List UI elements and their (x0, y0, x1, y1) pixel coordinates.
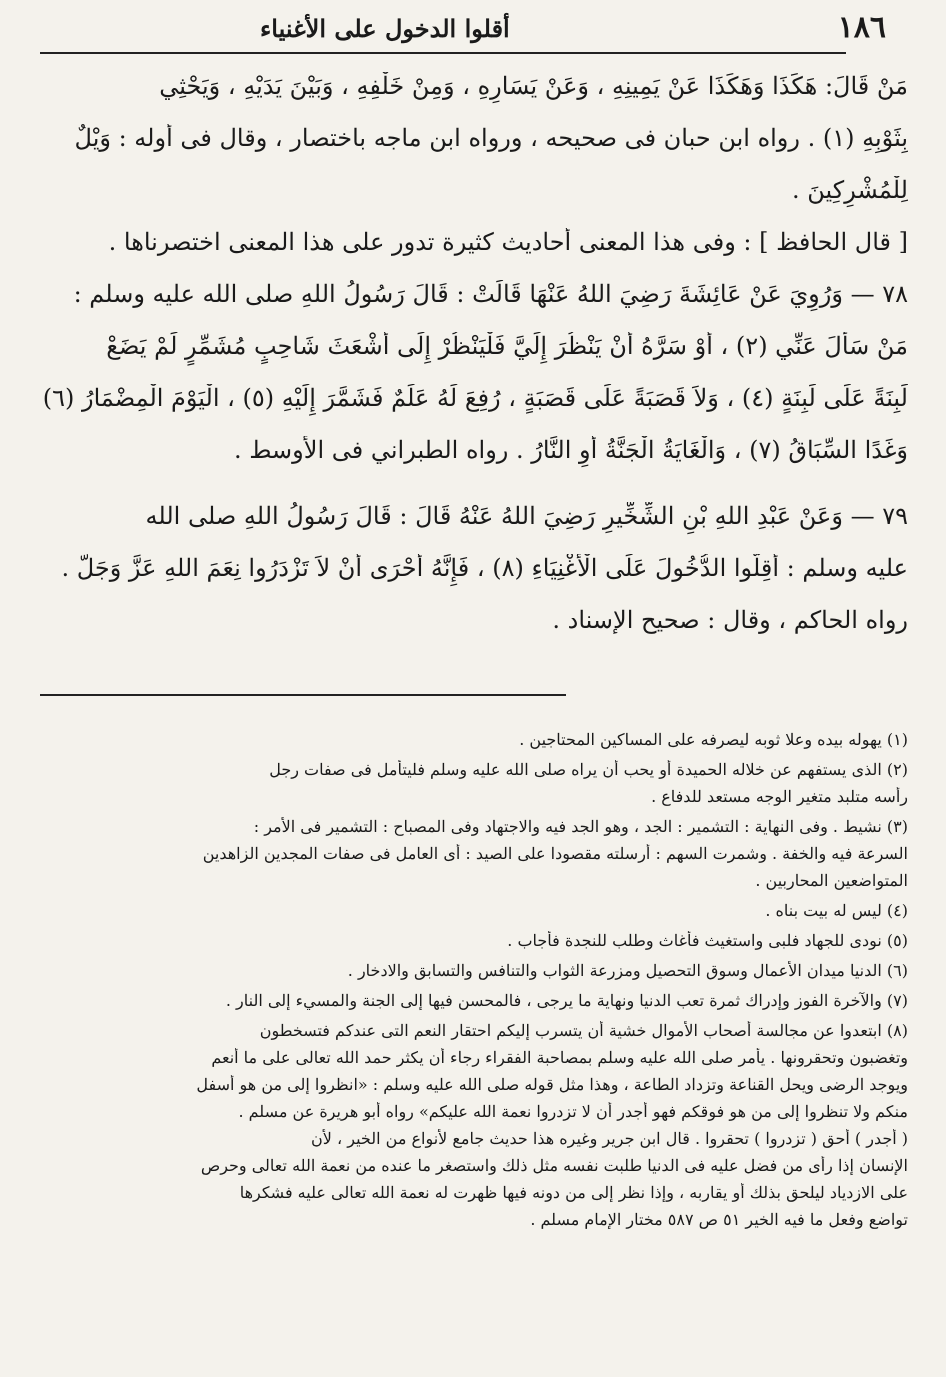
main-text (40, 72, 908, 658)
hadith-79-line: ٧٩ — وَعَنْ عَبْدِ اللهِ بْنِ الشِّخِّيرِ رَضِيَ اللهُ عَنْهُ قَالَ : قَالَ رَسُولُ اللهِ صلى الله (145, 502, 908, 530)
text-line: لِلْمُشْرِكِينَ . (792, 176, 908, 204)
footnote-line: (٧) والآخرة الفوز وإدراك ثمرة تعب الدنيا ونهاية ما يرجى ، فالمحسن فيها إلى الجنة والمسيء إلى النار . (225, 991, 908, 1010)
footnote-line: ( أجدر ) أحق ( تزدروا ) تحقروا . قال ابن جرير وغيره هذا حديث جامع لأنواع من الخير ، لأن (311, 1129, 908, 1148)
text-line: مَنْ سَأَلَ عَنِّي (٢) ، أَوْ سَرَّهُ أَنْ يَنْظُرَ إِلَيَّ فَلْيَنْظُرْ إِلَى أَشْعَثَ شَاحِبٍ مُشَمِّرٍ لَمْ يَضَعْ (106, 332, 908, 360)
footnote-line: (٢) الذى يستفهم عن خلاله الحميدة أو يحب أن يراه صلى الله عليه وسلم فليتأمل فى صفات رجل (269, 760, 908, 779)
text-line: لَبِنَةً عَلَى لَبِنَةٍ (٤) ، وَلاَ قَصَبَةً عَلَى قَصَبَةٍ ، رُفِعَ لَهُ عَلَمٌ فَشَمَّرَ إِلَيْهِ (٥) ، الْيَوْمَ الْمِضْمَارُ (٦) (42, 384, 908, 412)
text-line: بِثَوْبِهِ (١) . رواه ابن حبان فى صحيحه ، ورواه ابن ماجه باختصار ، وقال فى أوله : وَيْلٌ (74, 124, 908, 152)
hafiz-note-line: [ قال الحافظ ] : وفى هذا المعنى أحاديث كثيرة تدور على هذا المعنى اختصرناها . (108, 228, 908, 256)
footnote-line: ويوجد الرضى ويحل القناعة وتزداد الطاعة ، وهذا مثل قوله صلى الله عليه وسلم : «انظروا إلى من هو أسفل (196, 1075, 908, 1094)
text-line: رواه الحاكم ، وقال : صحيح الإسناد . (552, 606, 908, 634)
text-line: وَغَدًا السِّبَاقُ (٧) ، وَالْغَايَةُ الْجَنَّةُ أَوِ النَّارُ . رواه الطبراني فى الأوسط . (234, 436, 908, 464)
footnote-line: (٤) ليس له بيت بناه . (765, 901, 908, 920)
footnote-divider (40, 694, 566, 696)
footnote-line: على الازدياد ليلحق بذلك أو يقاربه ، وإذا نظر إلى من دونه فيها ظهرت له نعمة الله تعالى عليه فشكرها (239, 1183, 908, 1202)
text-line: مَنْ قَالَ: هَكَذَا وَهَكَذَا عَنْ يَمِينِهِ ، وَعَنْ يَسَارِهِ ، وَمِنْ خَلْفِهِ ، وَبَيْنَ يَدَيْهِ ، وَيَحْثِي (159, 72, 908, 100)
footnote-line: رأسه متلبد متغير الوجه مستعد للدفاع . (651, 787, 908, 806)
footnote-line: (٥) نودى للجهاد فلبى واستغيث فأغاث وطلب للنجدة فأجاب . (507, 931, 908, 950)
footnote-line: السرعة فيه والخفة . وشمرت السهم : أرسلته مقصودا على الصيد : أى العامل فى صفات المجدين الزاهدين (202, 844, 908, 863)
page-number: ١٨٦ (837, 10, 886, 45)
hadith-78-line: ٧٨ — وَرُوِيَ عَنْ عَائِشَةَ رَضِيَ اللهُ عَنْهَا قَالَتْ : قَالَ رَسُولُ اللهِ صلى الله عليه وسلم : (73, 280, 908, 308)
footnote-line: المتواضعين المحاربين . (755, 871, 908, 890)
footnote-line: (١) يهوله بيده وعلا ثوبه ليصرفه على المساكين المحتاجين . (519, 730, 908, 749)
footnote-line: منكم ولا تنظروا إلى من هو فوقكم فهو أجدر أن لا تزدروا نعمة الله عليكم» رواه أبو هريرة عن مسلم . (238, 1102, 908, 1121)
footnote-line: (٨) ابتعدوا عن مجالسة أصحاب الأموال خشية أن يتسرب إليكم احتقار النعم التى عندكم فتسخطون (259, 1021, 908, 1040)
footnote-line: (٣) نشيط . وفى النهاية : التشمير : الجد ، وهو الجد فيه والاجتهاد وفى المصباح : التشمير فى الأمر : (253, 817, 908, 836)
footnote-line: وتغضبون وتحقرونها . يأمر صلى الله عليه وسلم بمصاحبة الفقراء رجاء أن يكثر حمد الله تعالى على ما أنعم (211, 1048, 908, 1067)
page-header (40, 4, 886, 54)
running-title: أقلوا الدخول على الأغنياء (260, 14, 510, 43)
footnote-line: تواضع وفعل ما فيه الخير ٥١ ص ٥٨٧ مختار الإمام مسلم . (530, 1210, 908, 1229)
footnotes (40, 730, 908, 1237)
text-line: عليه وسلم : أَقِلُّوا الدُّخُولَ عَلَى الْأَغْنِيَاءِ (٨) ، فَإِنَّهُ أَحْرَى أَنْ لاَ تَزْدَرُوا نِعَمَ اللهِ عَزَّ وَجَلَّ . (61, 554, 908, 582)
footnote-line: (٦) الدنيا ميدان الأعمال وسوق التحصيل ومزرعة الثواب والتنافس والتسابق والادخار . (347, 961, 908, 980)
footnote-line: الإنسان إذا رأى من فضل عليه فى الدنيا طلبت نفسه مثل ذلك واستصغر ما عنده من نعمة الله تعالى وحرص (200, 1156, 908, 1175)
